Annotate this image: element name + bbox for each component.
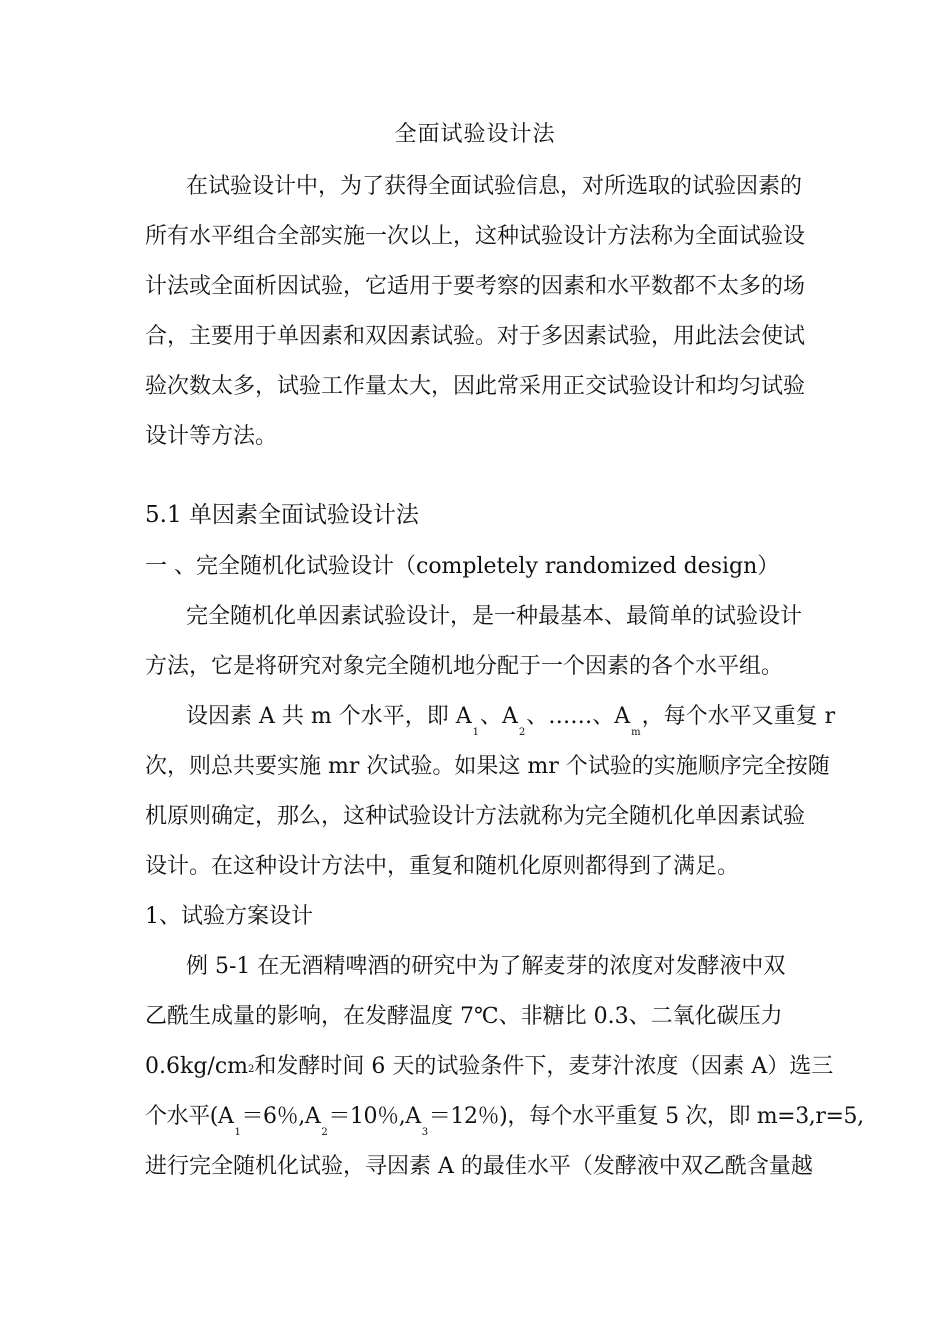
- example-line-3: [145, 1052, 833, 1086]
- subscript-m: m: [631, 727, 641, 738]
- section-heading: 5.1 单因素全面试验设计法: [145, 502, 419, 528]
- para2-text-d: ，每个水平又重复 r: [641, 704, 836, 729]
- example-line-2: 乙酰生成量的影响，在发酵温度 7℃、非糖比 0.3、二氧化碳压力: [145, 1004, 783, 1029]
- para2-text-b: 、A: [479, 704, 518, 729]
- intro-line-5: 验次数太多，试验工作量太大，因此常采用正交试验设计和均匀试验: [145, 374, 806, 399]
- para2-text-a: 设因素 A 共 m 个水平，即 A: [186, 704, 472, 729]
- para1-line-1: 完全随机化单因素试验设计，是一种最基本、最简单的试验设计: [186, 604, 803, 629]
- subscript-a3: 3: [421, 1127, 428, 1138]
- subscript-a1: 1: [234, 1127, 241, 1138]
- subscript-a2: 2: [321, 1127, 328, 1138]
- intro-line-2: 所有水平组合全部实施一次以上，这种试验设计方法称为全面试验设: [145, 224, 806, 249]
- example-line-4: [145, 1102, 864, 1136]
- para2-line-4: 设计。在这种设计方法中，重复和随机化原则都得到了满足。: [145, 854, 740, 879]
- para2-line-1: [186, 702, 835, 736]
- item-heading: 1、试验方案设计: [145, 904, 313, 929]
- example-line-5: 进行完全随机化试验，寻因素 A 的最佳水平（发酵液中双乙酰含量越: [145, 1154, 813, 1179]
- example-text-b: ＝6％,A: [241, 1104, 321, 1129]
- example-text: 和发酵时间 6 天的试验条件下，麦芽汁浓度（因素 A）选三: [254, 1054, 834, 1079]
- example-text-a: 个水平(A: [145, 1104, 234, 1129]
- intro-line-4: 合，主要用于单因素和双因素试验。对于多因素试验，用此法会使试: [145, 324, 806, 349]
- example-line-1: 例 5-1 在无酒精啤酒的研究中为了解麦芽的浓度对发酵液中双: [186, 954, 786, 979]
- subscript-2: 2: [518, 727, 526, 738]
- sub-heading: 一 、完全随机化试验设计（completely randomized design）: [145, 554, 780, 579]
- example-text-d: ＝12％)，每个水平重复 5 次，即 m=3,r=5,: [428, 1104, 864, 1129]
- page-title: 全面试验设计法: [394, 122, 556, 147]
- para1-line-2: 方法，它是将研究对象完全随机地分配于一个因素的各个水平组。: [145, 654, 784, 679]
- example-unit: 0.6kg/cm: [145, 1054, 248, 1079]
- intro-line-6: 设计等方法。: [145, 424, 278, 449]
- superscript-2: 2: [248, 1064, 255, 1075]
- intro-line-1: 在试验设计中，为了获得全面试验信息，对所选取的试验因素的: [186, 174, 803, 199]
- intro-line-3: 计法或全面析因试验，它适用于要考察的因素和水平数都不太多的场: [145, 274, 806, 299]
- subscript-1: 1: [472, 727, 479, 738]
- para2-line-2: 次，则总共要实施 mr 次试验。如果这 mr 个试验的实施顺序完全按随: [145, 754, 830, 779]
- para2-line-3: 机原则确定，那么，这种试验设计方法就称为完全随机化单因素试验: [145, 804, 806, 829]
- para2-text-c: 、……、A: [526, 704, 631, 729]
- example-text-c: ＝10％,A: [328, 1104, 421, 1129]
